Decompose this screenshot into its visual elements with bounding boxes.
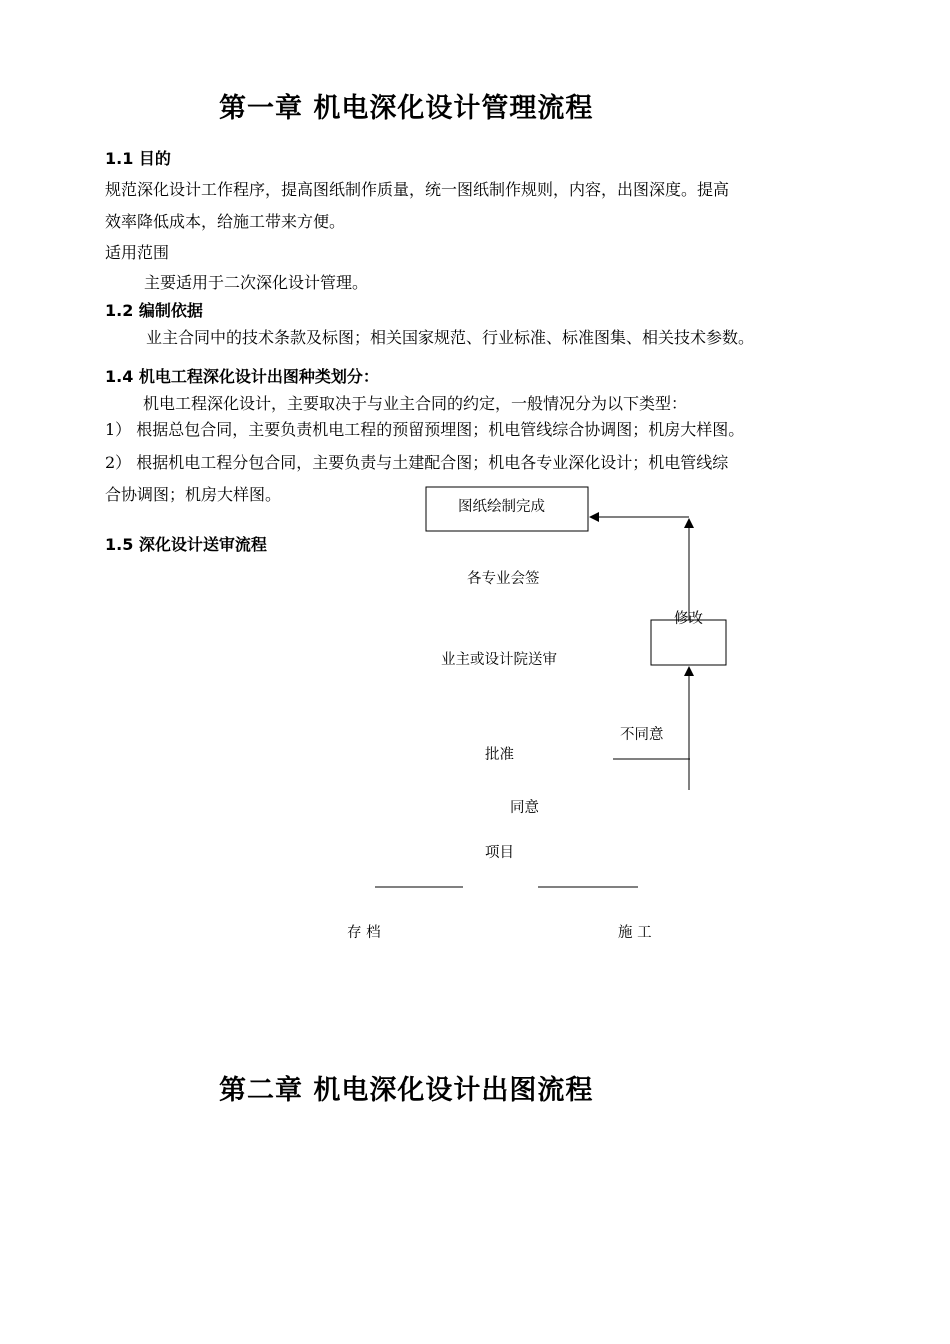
flow-archive-label: 存 档 <box>347 925 381 941</box>
scope-text: 主要适用于二次深化设计管理。 <box>144 273 369 292</box>
section-1-1-heading: 1.1 目的 <box>105 149 171 168</box>
section-1-4-item2-line2: 合协调图；机房大样图。 <box>105 485 282 504</box>
flow-agree-label: 同意 <box>510 800 539 816</box>
section-1-5-heading: 1.5 深化设计送审流程 <box>105 535 267 554</box>
flow-countersign-label: 各专业会签 <box>467 571 540 587</box>
flow-revise-label: 修改 <box>674 611 703 627</box>
section-1-1-text-line2: 效率降低成本，给施工带来方便。 <box>105 212 346 231</box>
chapter1-title: 第一章 机电深化设计管理流程 <box>219 93 594 124</box>
section-1-4-intro: 机电工程深化设计，主要取决于与业主合同的约定，一般情况分为以下类型： <box>143 394 688 413</box>
section-1-4-item1: 1） 根据总包合同，主要负责机电工程的预留预埋图；机电管线综合协调图；机房大样图。 <box>105 420 745 439</box>
section-1-1-text-line1: 规范深化设计工作程序，提高图纸制作质量，统一图纸制作规则，内容，出图深度。提高 <box>105 180 730 199</box>
section-1-4-heading: 1.4 机电工程深化设计出图种类划分： <box>105 367 379 386</box>
chapter2-title: 第二章 机电深化设计出图流程 <box>219 1075 594 1106</box>
section-1-2-heading: 1.2 编制依据 <box>105 301 203 320</box>
flow-project-label: 项目 <box>485 845 514 861</box>
section-1-2-text: 业主合同中的技术条款及标图；相关国家规范、行业标准、标准图集、相关技术参数。 <box>146 328 755 347</box>
section-1-4-item2-line1: 2） 根据机电工程分包合同，主要负责与土建配合图；机电各专业深化设计；机电管线综 <box>105 453 729 472</box>
flow-approve-label: 批准 <box>485 747 514 763</box>
flow-construct-label: 施 工 <box>618 925 652 941</box>
flow-disagree-label: 不同意 <box>620 727 664 743</box>
flow-submit-label: 业主或设计院送审 <box>441 652 557 668</box>
flow-drawing-done-label: 图纸绘制完成 <box>458 499 545 515</box>
scope-heading: 适用范围 <box>105 243 170 262</box>
